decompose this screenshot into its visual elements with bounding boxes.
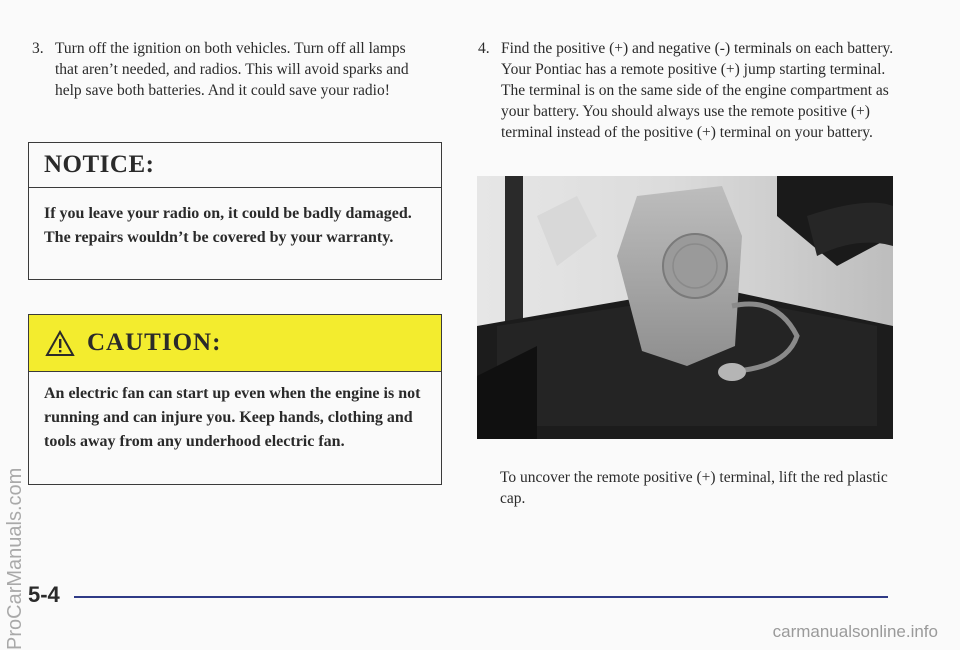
- notice-box: [28, 142, 442, 280]
- footer-rule: [74, 596, 888, 598]
- warning-triangle-icon: [45, 330, 75, 357]
- photo-illustration: [477, 176, 893, 439]
- step-number: 3.: [32, 40, 44, 57]
- caution-header: [29, 315, 441, 372]
- page-number: 5-4: [28, 582, 60, 607]
- battery-terminal-photo: [477, 176, 893, 439]
- step-3: [32, 38, 432, 101]
- caution-body: An electric fan can start up even when the engine is not running and can injure you. Keep hands, clothing and tools away from any underhood electric fan.: [44, 385, 421, 450]
- step-number: 4.: [478, 40, 490, 57]
- notice-body: If you leave your radio on, it could be badly damaged. The repairs wouldn’t be covered by your warranty.: [44, 205, 412, 246]
- caution-box: [28, 314, 442, 485]
- photo-caption: To uncover the remote positive (+) terminal, lift the red plastic cap.: [500, 469, 888, 507]
- bottom-watermark: carmanualsonline.info: [772, 622, 938, 641]
- step-text: Turn off the ignition on both vehicles. Turn off all lamps that aren’t needed, and radios. This will avoid sparks and help save both batteries. And it could save your radio!: [55, 40, 409, 99]
- caution-heading: CAUTION:: [87, 329, 222, 356]
- notice-heading: NOTICE:: [29, 143, 441, 188]
- step-text: Find the positive (+) and negative (-) terminals on each battery. Your Pontiac has a remote positive (+) jump starting terminal. The terminal is on the same side of the engine compartment as your battery. You should always use the remote positive (+) terminal instead of the positive (+) terminal on your battery.: [501, 40, 894, 141]
- side-watermark: ProCarManuals.com: [4, 467, 26, 650]
- step-4: [478, 38, 898, 143]
